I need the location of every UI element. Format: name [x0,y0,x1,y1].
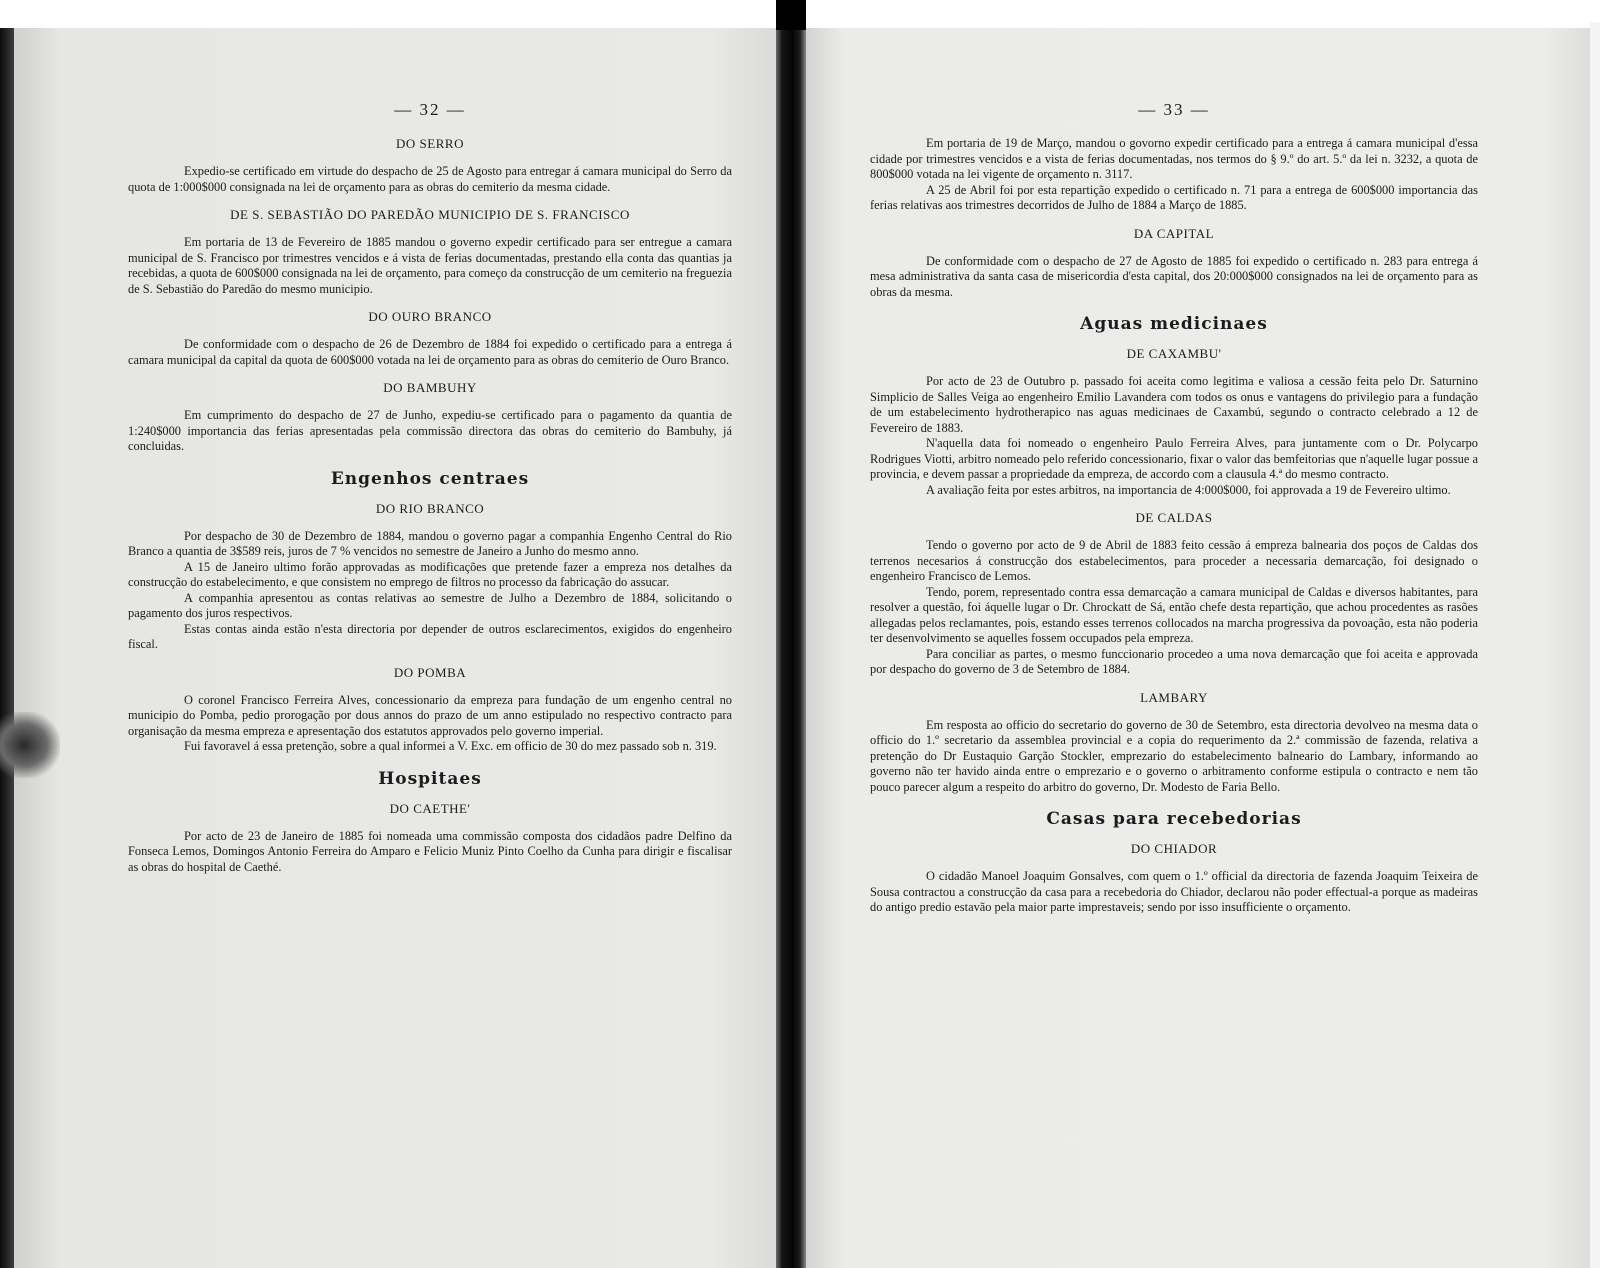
section-title: Hospitaes [378,768,482,789]
paragraph: Para conciliar as partes, o mesmo funccionario procedeo a uma nova demarcação que foi aceita e approvada por despacho do governo de 3 de Setembro de 1884. [870,646,1478,676]
paragraph: A companhia apresentou as contas relativas ao semestre de Julho a Dezembro de 1884, solicitando o pagamento dos juros respectivos. [128,590,732,620]
section-title: Casas para recebedorias [1046,809,1302,829]
section-heading: DA CAPITAL [1133,225,1215,241]
page-number: — 33 — [1138,100,1210,119]
page-number: — 32 — [394,100,466,119]
paragraph: Em portaria de 19 de Março, mandou o govorno expedir certificado para a entrega á camara municipal d'essa cidade por trimestres vencidos e a vista de ferias documentadas, nos termos do § 9.º do art. 5.º da lei n. 3232, a quota de 800$000 votada na lei vigente de orçamento n. 3117. [870,136,1478,181]
paragraph: Tendo, porem, representado contra essa demarcação a camara municipal de Caldas e diversos habitantes, para resolver a questão, foi áquelle lugar o Dr. Chrockatt de Sá, então chefe desta repartição, que achou procedentes as rasões allegadas pelos reclamantes, pois, estando esses terrenos collocados na marcha progressiva da povoação, esta não poderia ter desenvolvimento se aquelles fossem occupados pela empreza. [870,584,1478,645]
paragraph: Em cumprimento do despacho de 27 de Junho, expediu-se certificado para o pagamento da quantia de 1:240$000 importancia das ferias apresentadas pela commissão directora das obras do cemiterio do Bambuhy, já concluidas. [128,408,732,453]
section-heading: LAMBARY [1140,689,1208,705]
section-heading: DE CAXAMBU' [1126,346,1222,361]
paragraph: O coronel Francisco Ferreira Alves, concessionario da empreza para fundação de um engenho central no municipio do Pomba, pedio prorogação por dous annos do prazo de um anno estipulado no respectivo contracto para organisação da mesma empreza e apresentação dos estatutos approvados pelo governo imperial. [128,692,732,738]
section-title: Aguas medicinaes [1080,314,1268,334]
section-heading: DE CALDAS [1135,510,1213,525]
section-heading: DO CHIADOR [1130,841,1218,856]
section-heading: DO BAMBUHY [383,380,477,395]
paragraph: Em portaria de 13 de Fevereiro de 1885 mandou o governo expedir certificado para ser entregue a camara municipal de S. Francisco por trimestres vencidos e á vista de ferias documentadas, prestando ella conta das quantias ja recebidas, a quota de 600$000 consignada na lei de orçamento, para começo da construcção de um cemiterio na freguezia de S. Sebastião do Paredão do mesmo municipio. [128,235,732,296]
paragraph: Por acto de 23 de Janeiro de 1885 foi nomeada uma commissão composta dos cidadãos padre Delfino da Fonseca Lemos, Domingos Antonio Ferreira do Amparo e Felicio Muniz Pinto Coelho da Cunha para dirigir e fiscalisar as obras do hospital de Caethé. [128,828,732,874]
section-heading: DE S. SEBASTIÃO DO PAREDÃO MUNICIPIO DE S. FRANCISCO [230,207,630,222]
right-page-text [870,100,1478,916]
paragraph: Tendo o governo por acto de 9 de Abril de 1883 feito cessão á empreza balnearia dos poços de Caldas dos terrenos necesarios á construcção dos estabelecimentos, para proceder a necessaria demarcação, foi designado o engenheiro Francisco de Lemos. [870,538,1478,583]
ink-blot [0,712,60,778]
section-heading: DO OURO BRANCO [368,309,492,324]
section-heading: DO CAETHE' [389,800,471,816]
paragraph: A 15 de Janeiro ultimo forão approvadas as modificações que pretende fazer a empreza nos detalhes da construcção do estabelecimento, e que consistem no emprego de filtros no processo da fabricação do assucar. [128,559,732,589]
paragraph: Estas contas ainda estão n'esta directoria por depender de outros esclarecimentos, exigidos do engenheiro fiscal. [128,621,732,651]
left-page-text [128,100,732,875]
paragraph: A 25 de Abril foi por esta repartição expedido o certificado n. 71 para a entrega de 600$000 importancia das ferias relativas aos trimestres decorridos de Julho de 1884 a Março de 1885. [870,182,1478,212]
section-heading: DO SERRO [396,136,464,151]
section-heading: DO RIO BRANCO [375,500,485,516]
paragraph: A avaliação feita por estes arbitros, na importancia de 4:000$000, foi approvada a 19 de Fevereiro ultimo. [926,482,1451,497]
paragraph: De conformidade com o despacho de 26 de Dezembro de 1884 foi expedido o certificado para a entrega á camara municipal da capital da quota de 600$000 votada na lei de orçamento para as obras do cemiterio de Ouro Branco. [128,337,732,367]
book-gutter [776,0,806,1268]
paragraph: Expedio-se certificado em virtude do despacho de 25 de Agosto para entregar á camara municipal do Serro da quota de 1:000$000 consignada na lei de orçamento para as obras do cemiterio da mesma cidade. [128,164,732,194]
paragraph: Por despacho de 30 de Dezembro de 1884, mandou o governo pagar a companhia Engenho Central do Rio Branco a quantia de 3$589 reis, juros de 7 % vencidos no semestre de Janeiro a Junho do mesmo anno. [128,528,732,558]
paragraph: Fui favoravel á essa pretenção, sobre a qual informei a V. Exc. em officio de 30 do mez passado sob n. 319. [184,739,717,753]
paragraph: O cidadão Manoel Joaquim Gonsalves, com quem o 1.º official da directoria de fazenda Joaquim Teixeira de Sousa contractou a construcção da casa para a recebedoria do Chiador, declarou não poder effectual-a porque as madeiras do antigo predio estavão pela maior parte imprestaveis; sendo por isso insufficiente o orçamento. [870,869,1478,914]
paragraph: De conformidade com o despacho de 27 de Agosto de 1885 foi expedido o certificado n. 283 para entrega á mesa administrativa da santa casa de misericordia d'esta capital, dos 20:000$000 consignados na lei de orçamento para as obras da mesma. [870,253,1478,299]
paragraph: Por acto de 23 de Outubro p. passado foi aceita como legitima e valiosa a cessão feita pelo Dr. Saturnino Simplicio de Salles Veiga ao engenheiro Emilio Lavandera com todos os onus e vantagens do privilegio para a fundação de um estabelecimento hydrotherapico nas aguas medicinaes de Caxambú, segundo o contracto celebrado a 12 de Fevereiro de 1883. [870,374,1478,435]
section-heading: DO POMBA [393,664,467,680]
scan-margin-right [1590,22,1600,1268]
section-title: Engenhos centraes [330,468,530,489]
book-gutter-top [776,0,806,30]
paragraph: Em resposta ao officio do secretario do governo de 30 de Setembro, esta directoria devolveo na mesma data o officio do 1.º secretario da assemblea provincial e a copia do requerimento da 2.ª commissão de fazenda, relativa a pretenção do Dr Eustaquio Garção Stockler, emprezario do estabelecimento balneario do Lambary, informando ao governo não ter havido ainda entre o emprezario e o governo o arbitramento conforme estipula o contracto e nem tão pouco parecer algum a respeito do arbitro do governo, Dr. Modesto de Faria Bello. [870,717,1478,794]
paragraph: N'aquella data foi nomeado o engenheiro Paulo Ferreira Alves, para juntamente com o Dr. Polycarpo Rodrigues Viotti, arbitro nomeado pelo referido concessionario, fixar o valor das bemfeitorias que n'aquelle lugar possue a provincia, e devem passar a propriedade da empreza, de accordo com a clausula 4.ª do mesmo contracto. [870,436,1478,481]
